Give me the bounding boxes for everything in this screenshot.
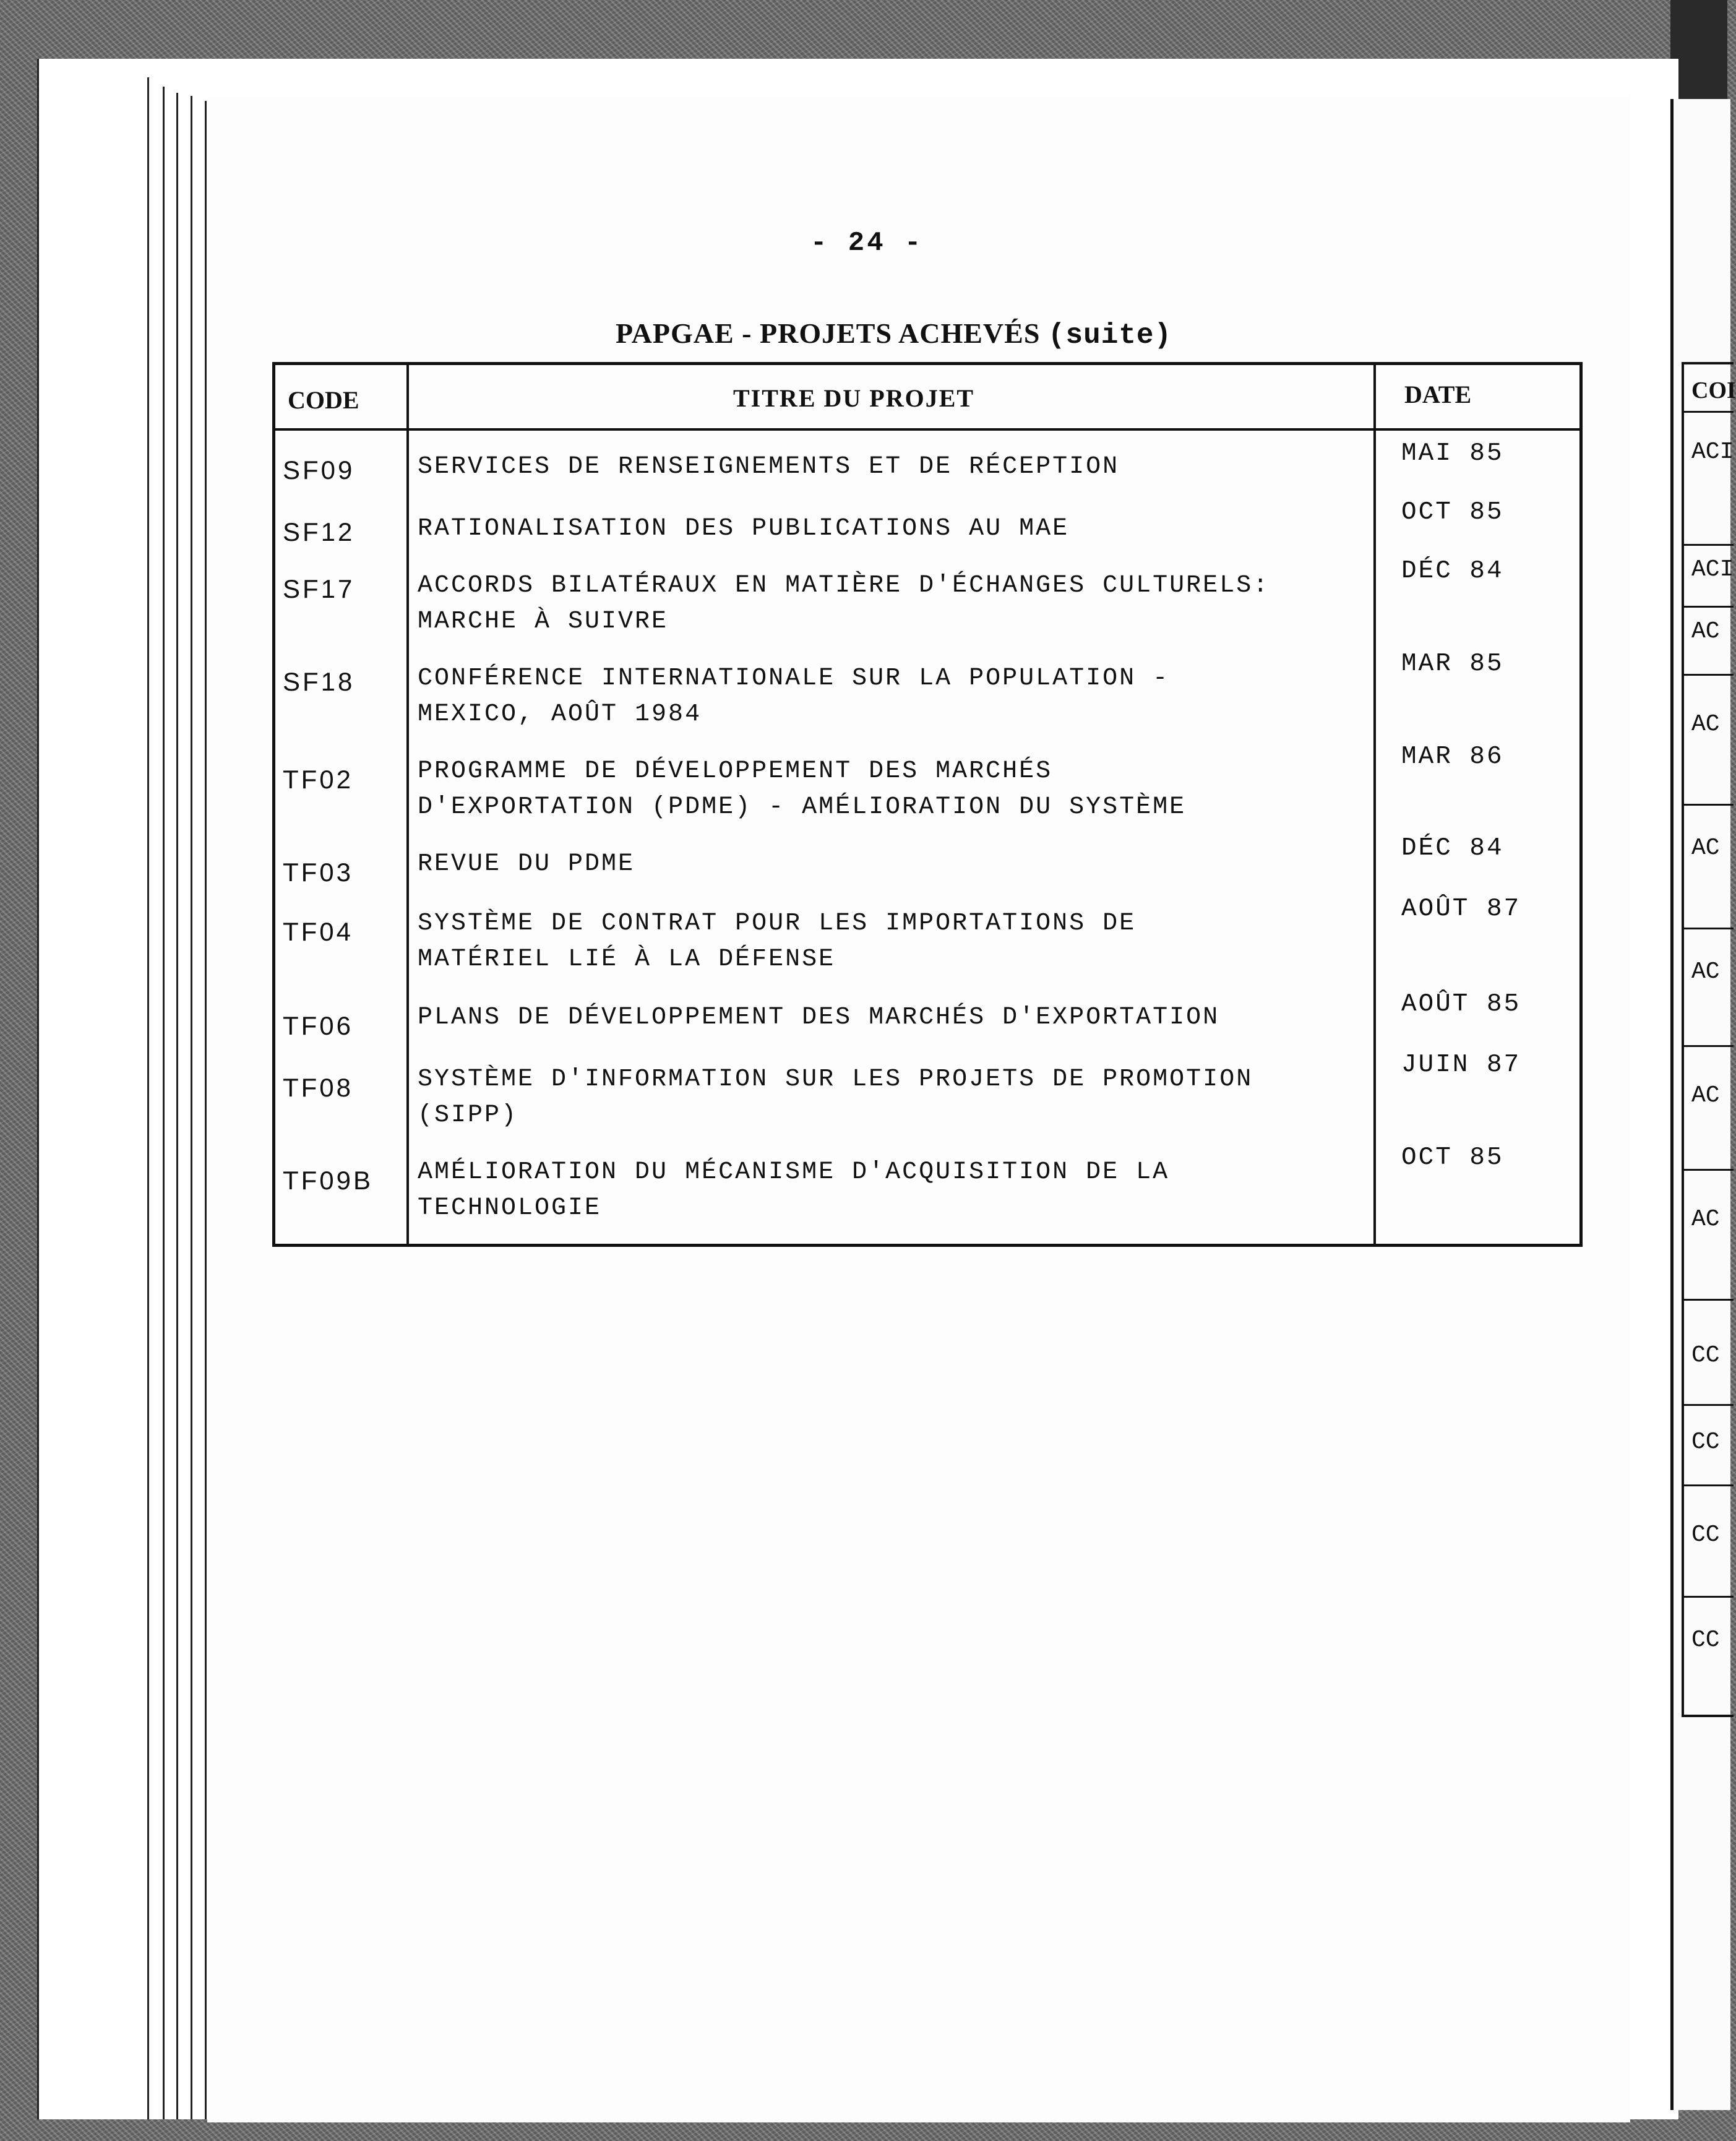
row-code: TF02 bbox=[283, 765, 354, 794]
next-page-row-divider bbox=[1684, 1299, 1734, 1301]
next-page-code: CC bbox=[1691, 1429, 1720, 1455]
next-page-row-divider bbox=[1684, 804, 1734, 806]
next-page-code: CC bbox=[1691, 1522, 1720, 1548]
title-main: PAPGAE - PROJETS ACHEVÉS bbox=[616, 317, 1041, 349]
projects-table bbox=[272, 362, 1583, 1247]
page-edge bbox=[163, 87, 165, 2119]
row-date: AOÛT 87 bbox=[1401, 895, 1521, 923]
page-title bbox=[616, 317, 1172, 351]
background-edge bbox=[1670, 0, 1727, 105]
row-date: OCT 85 bbox=[1401, 1144, 1504, 1172]
next-page-code: AC bbox=[1691, 835, 1720, 861]
next-page-row-divider bbox=[1684, 674, 1734, 676]
row-title: SYSTÈME D'INFORMATION SUR LES PROJETS DE PROMOTION (SIPP) bbox=[418, 1066, 1253, 1129]
table-row bbox=[275, 650, 1579, 728]
column-header-title: TITRE DU PROJET bbox=[733, 384, 975, 412]
page-number: - 24 - bbox=[810, 228, 924, 259]
table-row bbox=[275, 1051, 1579, 1129]
row-code: TF03 bbox=[283, 858, 354, 887]
next-page-row-divider bbox=[1684, 1596, 1734, 1598]
row-code: TF04 bbox=[283, 917, 354, 946]
next-page-code: AC bbox=[1691, 711, 1720, 738]
page-edge bbox=[147, 77, 149, 2119]
column-header-code: CODE bbox=[288, 386, 359, 414]
row-title: AMÉLIORATION DU MÉCANISME D'ACQUISITION DE LA TECHNOLOGIE bbox=[418, 1158, 1170, 1222]
page-edge bbox=[205, 101, 207, 2119]
next-page-code: AC bbox=[1691, 1206, 1720, 1233]
next-page-row-divider bbox=[1684, 606, 1734, 608]
row-title: PROGRAMME DE DÉVELOPPEMENT DES MARCHÉS D'EXPORTATION (PDME) - AMÉLIORATION DU SYSTÈME bbox=[418, 757, 1187, 821]
row-title: REVUE DU PDME bbox=[418, 850, 635, 878]
row-code: TF06 bbox=[283, 1011, 354, 1040]
next-page-row-divider bbox=[1684, 1404, 1734, 1406]
row-date: DÉC 84 bbox=[1401, 834, 1504, 863]
next-page-code: AC bbox=[1691, 958, 1720, 985]
row-title: PLANS DE DÉVELOPPEMENT DES MARCHÉS D'EXPORTATION bbox=[418, 1004, 1220, 1032]
row-date: OCT 85 bbox=[1401, 498, 1504, 527]
row-date: MAR 85 bbox=[1401, 650, 1504, 678]
page-edge bbox=[176, 93, 178, 2119]
next-page-row-divider bbox=[1684, 1045, 1734, 1047]
table-row bbox=[275, 439, 1579, 506]
table-row bbox=[275, 557, 1579, 635]
next-page-row-divider bbox=[1684, 1484, 1734, 1486]
row-code: TF09B bbox=[283, 1166, 374, 1195]
next-page-row-divider bbox=[1684, 1169, 1734, 1171]
next-page-code: CC bbox=[1691, 1342, 1720, 1369]
table-row bbox=[275, 498, 1579, 568]
row-code: SF18 bbox=[283, 667, 355, 696]
next-page-code: AC bbox=[1691, 1082, 1720, 1109]
page-edge bbox=[191, 96, 192, 2119]
next-page-code: CC bbox=[1691, 1627, 1720, 1653]
next-page-row-divider bbox=[1684, 928, 1734, 929]
row-title: ACCORDS BILATÉRAUX EN MATIÈRE D'ÉCHANGES CULTURELS: MARCHE À SUIVRE bbox=[418, 572, 1270, 635]
row-date: MAI 85 bbox=[1401, 439, 1504, 468]
row-code: SF09 bbox=[283, 455, 355, 485]
next-page-table bbox=[1682, 362, 1734, 1717]
next-page-header-divider bbox=[1684, 411, 1734, 413]
row-code: SF12 bbox=[283, 517, 355, 546]
row-title: RATIONALISATION DES PUBLICATIONS AU MAE bbox=[418, 515, 1070, 543]
title-suite: (suite) bbox=[1047, 319, 1172, 351]
row-title: SERVICES DE RENSEIGNEMENTS ET DE RÉCEPTION bbox=[418, 453, 1120, 481]
next-page-header: COI bbox=[1691, 377, 1736, 403]
table-row bbox=[275, 1144, 1579, 1222]
header-divider bbox=[275, 428, 1579, 431]
column-header-date: DATE bbox=[1404, 381, 1472, 408]
next-page-code: ACI bbox=[1691, 556, 1734, 583]
next-page-code: ACI bbox=[1691, 439, 1734, 465]
table-row bbox=[275, 990, 1579, 1057]
row-code: SF17 bbox=[283, 574, 355, 603]
table-row bbox=[275, 834, 1579, 903]
table-row bbox=[275, 895, 1579, 973]
row-date: AOÛT 85 bbox=[1401, 990, 1521, 1019]
row-date: DÉC 84 bbox=[1401, 557, 1504, 585]
row-title: CONFÉRENCE INTERNATIONALE SUR LA POPULATION - MEXICO, AOÛT 1984 bbox=[418, 665, 1170, 728]
table-row bbox=[275, 743, 1579, 821]
next-page-row-divider bbox=[1684, 544, 1734, 546]
row-title: SYSTÈME DE CONTRAT POUR LES IMPORTATIONS DE MATÉRIEL LIÉ À LA DÉFENSE bbox=[418, 910, 1137, 973]
row-code: TF08 bbox=[283, 1073, 354, 1102]
row-date: MAR 86 bbox=[1401, 743, 1504, 771]
next-page-code: AC bbox=[1691, 618, 1720, 645]
row-date: JUIN 87 bbox=[1401, 1051, 1521, 1079]
